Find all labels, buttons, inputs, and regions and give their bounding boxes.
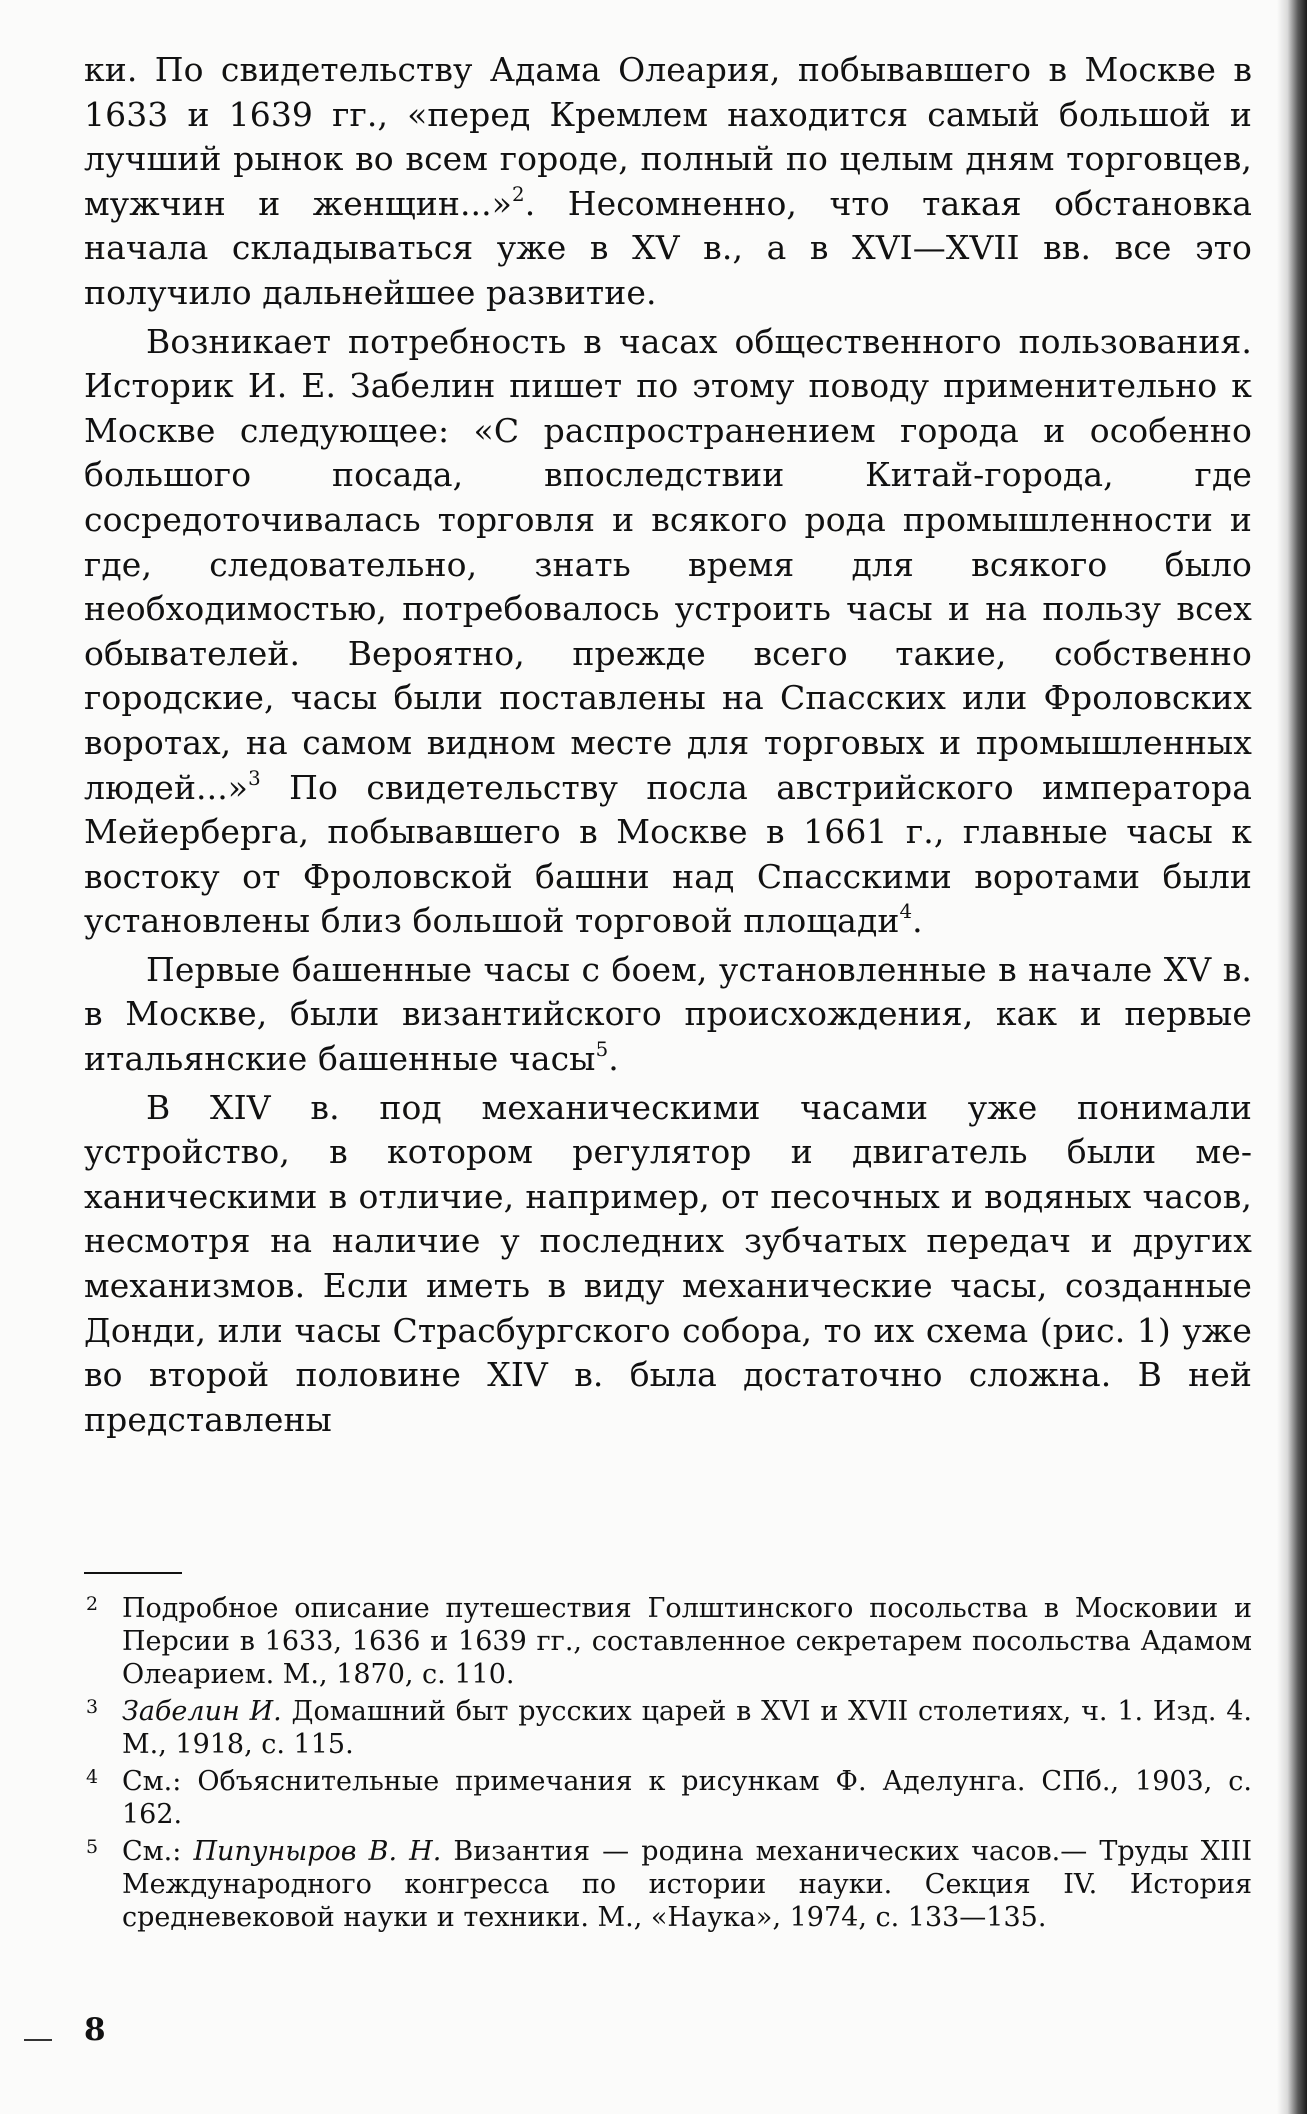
paragraph-4: [84, 1086, 1252, 1443]
footnotes: [84, 1592, 1252, 1938]
paragraph-1: [84, 48, 1252, 316]
footnote-5: [84, 1835, 1252, 1934]
paragraph-3-end: .: [608, 1039, 619, 1079]
footnote-ref-4: 4: [899, 900, 913, 924]
paragraph-2-rest: По свидетельству посла австрийского императора Мейерберга, побывавшего в Москве в 1661 г., главные часы к востоку от Фроловской башни над Спасскими воротами были установлены близ большой торговой площади: [84, 767, 1252, 941]
footnote-text: Подробное описание путешествия Голштинского посольства в Московии и Персии в 1633, 1636 и 1639 гг., составленное секретарем посольства Адамом Олеарием. М., 1870, с. 110.: [122, 1593, 1252, 1690]
paragraph-2-text: Возникает потребность в часах общественного пользования. Историк И. Е. Забелин пишет по этому поводу применительно к Москве следующее: «С распространением города и особенно большого посада, впоследствии Китай-города, где сосредоточивалась торговля и всякого рода промышленности и где, следовательно, знать время для всякого было необходимостью, потребовалось устроить часы и на пользу всех обывателей. Вероятно, прежде всего такие, собственно городские, часы были поставлены на Спасских или Фроловских воротах, на самом видном месте для торговых и промышленных людей...»: [84, 321, 1252, 807]
margin-mark: [24, 2039, 52, 2041]
paragraph-2-end: .: [912, 901, 923, 941]
paragraph-1-text: ки. По свидетельству Адама Олеария, побывавшего в Москве в 1633 и 1639 гг., «перед Кремлем находится самый большой и лучший рынок во всем городе, полный по целым дням торговцев, мужчин и женщин...»: [84, 50, 1252, 223]
main-text: [84, 48, 1252, 1442]
footnote-3: [84, 1695, 1252, 1761]
paragraph-1-rest: . Несомненно, что такая обстановка начала складываться уже в XV в., а в XVI—XVII вв. все это получило дальнейшее развитие.: [84, 183, 1252, 312]
footnote-text: Византия — родина механических часов.— Труды XIII Международного конгресса по истории науки. Секция IV. История средневековой науки и техники. М., «Наука», 1974, с. 133—135.: [122, 1836, 1253, 1933]
footnote-number: 4: [86, 1766, 99, 1788]
footnote-author: Пипуныров В. Н.: [193, 1836, 442, 1867]
footnote-author: Забелин И.: [122, 1696, 282, 1727]
footnote-4: [84, 1765, 1252, 1831]
page-number: 8: [84, 2012, 106, 2048]
footnote-number: 3: [86, 1696, 99, 1718]
footnote-ref-2: 2: [512, 182, 525, 206]
footnote-2: [84, 1592, 1252, 1691]
footnote-number: 2: [86, 1593, 99, 1615]
footnote-number: 5: [86, 1836, 99, 1858]
footnote-separator: [84, 1572, 182, 1574]
footnote-ref-3: 3: [248, 766, 261, 790]
footnote-text: См.: Объяснительные примечания к рисункам Ф. Аделунга. СПб., 1903, с. 162.: [122, 1766, 1252, 1830]
footnote-ref-5: 5: [595, 1038, 609, 1062]
paragraph-3: [84, 948, 1252, 1082]
paragraph-3-text: Первые башенные часы с боем, установленные в начале XV в. в Москве, были византийского происхождения, как и первые итальянские башенные часы: [84, 949, 1252, 1079]
footnote-text: Домашний быт русских царей в XVI и XVII столетиях, ч. 1. Изд. 4. М., 1918, с. 115.: [122, 1696, 1252, 1760]
paragraph-4-text: В XIV в. под механическими часами уже понимали устройство, в котором регулятор и двигатель были механическими в отличие, например, от песочных и водяных часов, несмотря на наличие у последних зубчатых передач и других механизмов. Если иметь в виду механические часы, созданные Донди, или часы Страсбургского собора, то их схема (рис. 1) уже во второй половине XIV в. была достаточно сложна. В ней представлены: [84, 1087, 1252, 1439]
book-spine-shadow: [1277, 0, 1307, 2114]
paragraph-2: [84, 320, 1252, 944]
footnote-prefix: См.:: [122, 1836, 194, 1867]
